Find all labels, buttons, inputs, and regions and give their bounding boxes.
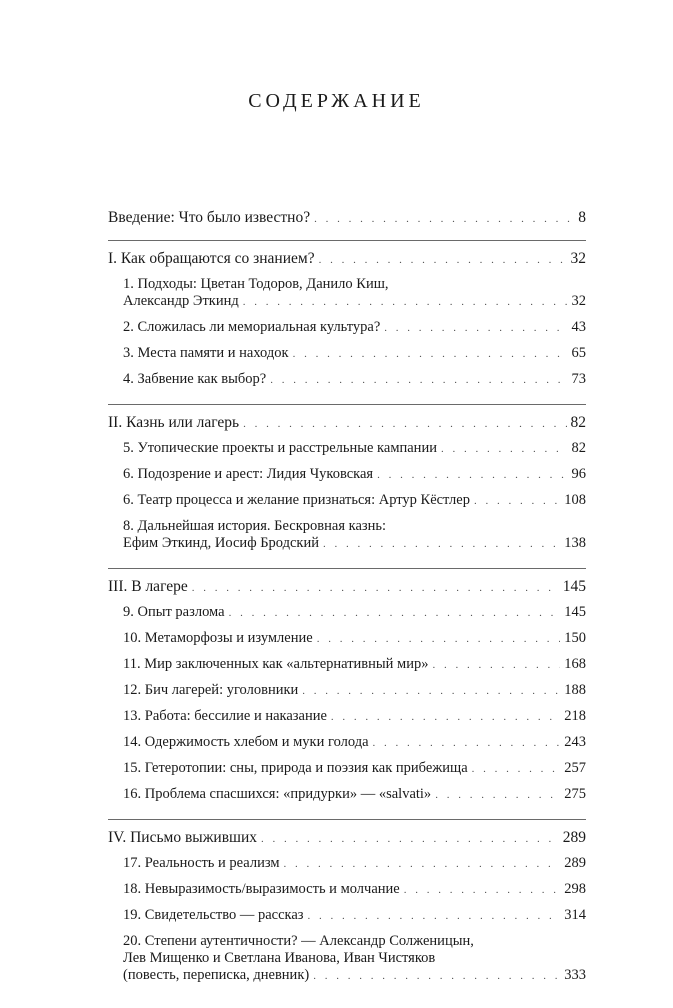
dot-leader <box>229 605 561 622</box>
page-number: 82 <box>571 440 586 456</box>
entry-title: IV. Письмо выживших <box>108 829 258 846</box>
dot-leader <box>323 536 560 553</box>
page-number: 298 <box>564 881 586 897</box>
toc-entry[interactable] <box>123 466 586 484</box>
page-number: 32 <box>571 293 586 309</box>
entry-title: 15. Гетеротопии: сны, природа и поэзия как прибежища <box>123 760 468 776</box>
toc-entry[interactable] <box>123 734 586 752</box>
toc-entry[interactable] <box>123 492 586 510</box>
page-number: 73 <box>571 371 586 387</box>
entry-title: 9. Опыт разлома <box>123 604 225 620</box>
entry-title: III. В лагере <box>108 578 188 595</box>
toc-entry[interactable] <box>123 440 586 458</box>
entry-title: II. Казнь или лагерь <box>108 414 240 431</box>
page-number: 314 <box>564 907 586 923</box>
page-number: 289 <box>562 829 586 846</box>
dot-leader <box>308 908 561 925</box>
page-number: 8 <box>578 209 586 226</box>
toc-entry[interactable] <box>123 708 586 726</box>
dot-leader <box>314 210 574 229</box>
entry-title: 17. Реальность и реализм <box>123 855 280 871</box>
entry-title: 4. Забвение как выбор? <box>123 371 267 387</box>
entry-title: I. Как обращаются со знанием? <box>108 250 315 267</box>
dot-leader <box>435 787 560 804</box>
dot-leader <box>432 657 560 674</box>
toc-entry[interactable] <box>123 319 586 337</box>
page-number: 150 <box>564 630 586 646</box>
page-number: 218 <box>564 708 586 724</box>
page-number: 82 <box>570 414 586 431</box>
page-number: 108 <box>564 492 586 508</box>
dot-leader <box>261 830 559 849</box>
page-number: 289 <box>564 855 586 871</box>
toc-section-heading[interactable] <box>108 413 586 434</box>
dot-leader <box>313 968 560 985</box>
toc-entry[interactable] <box>123 760 586 778</box>
dot-leader <box>384 320 567 337</box>
page-number: 275 <box>564 786 586 802</box>
page-number: 96 <box>571 466 586 482</box>
dot-leader <box>331 709 560 726</box>
toc-entry[interactable] <box>123 656 586 674</box>
page-number: 65 <box>571 345 586 361</box>
dot-leader <box>302 683 560 700</box>
toc-section-2 <box>108 413 586 569</box>
toc-entry[interactable] <box>123 933 586 985</box>
dot-leader <box>373 735 561 752</box>
page-number: 145 <box>564 604 586 620</box>
dot-leader <box>270 372 567 389</box>
entry-title: 16. Проблема спасшихся: «придурки» — «salvati» <box>123 786 432 802</box>
toc-section-3 <box>108 577 586 820</box>
entry-title-line2: Александр Эткинд <box>123 293 239 309</box>
entry-title: 14. Одержимость хлебом и муки голода <box>123 734 369 750</box>
toc-section-heading[interactable] <box>108 577 586 598</box>
page-title: СОДЕРЖАНИЕ <box>248 90 425 112</box>
dot-leader <box>293 346 568 363</box>
toc-section-1 <box>108 249 586 405</box>
toc-entry[interactable] <box>123 682 586 700</box>
dot-leader <box>284 856 561 873</box>
entry-title-line3: (повесть, переписка, дневник) <box>123 967 310 983</box>
toc-entry-intro[interactable] <box>108 208 586 229</box>
page-number: 138 <box>564 535 586 551</box>
dot-leader <box>192 579 559 598</box>
table-of-contents <box>108 208 586 1008</box>
entry-title: 3. Места памяти и находок <box>123 345 289 361</box>
dot-leader <box>377 467 567 484</box>
entry-title-line1: 1. Подходы: Цветан Тодоров, Данило Киш, <box>123 276 389 292</box>
dot-leader <box>243 294 568 311</box>
page-number: 168 <box>564 656 586 672</box>
entry-title: 6. Подозрение и арест: Лидия Чуковская <box>123 466 374 482</box>
toc-section-heading[interactable] <box>108 828 586 849</box>
toc-entry[interactable] <box>123 630 586 648</box>
toc-section-intro <box>108 208 586 241</box>
entry-title-line1: 20. Степени аутентичности? — Александр Солженицын, <box>123 933 474 949</box>
entry-title: 18. Невыразимость/выразимость и молчание <box>123 881 400 897</box>
page-number: 188 <box>564 682 586 698</box>
page-number: 43 <box>571 319 586 335</box>
page-number: 257 <box>564 760 586 776</box>
page-number: 333 <box>564 967 586 983</box>
entry-title: 6. Театр процесса и желание признаться: Артур Кёстлер <box>123 492 470 508</box>
dot-leader <box>404 882 561 899</box>
entry-title: 10. Метаморфозы и изумление <box>123 630 313 646</box>
dot-leader <box>441 441 568 458</box>
entry-title: 11. Мир заключенных как «альтернативный мир» <box>123 656 429 672</box>
toc-entry[interactable] <box>123 276 586 311</box>
page-number: 243 <box>564 734 586 750</box>
dot-leader <box>317 631 561 648</box>
dot-leader <box>319 251 567 270</box>
toc-entry[interactable] <box>123 881 586 899</box>
toc-entry[interactable] <box>123 855 586 873</box>
toc-entry[interactable] <box>123 907 586 925</box>
entry-title: Введение: Что было известно? <box>108 209 311 226</box>
toc-entry[interactable] <box>123 786 586 804</box>
entry-title-line1: 8. Дальнейшая история. Бескровная казнь: <box>123 518 387 534</box>
entry-title: 19. Свидетельство — рассказ <box>123 907 304 923</box>
toc-section-heading[interactable] <box>108 249 586 270</box>
entry-title: 5. Утопические проекты и расстрельные кампании <box>123 440 437 456</box>
toc-entry[interactable] <box>123 518 586 553</box>
dot-leader <box>243 415 566 434</box>
entry-title: 2. Сложилась ли мемориальная культура? <box>123 319 381 335</box>
page-number: 32 <box>570 250 586 267</box>
dot-leader <box>472 761 561 778</box>
entry-title: 12. Бич лагерей: уголовники <box>123 682 299 698</box>
entry-title-line2: Ефим Эткинд, Иосиф Бродский <box>123 535 319 551</box>
entry-title: 13. Работа: бессилие и наказание <box>123 708 327 724</box>
toc-entry[interactable] <box>123 604 586 622</box>
toc-entry[interactable] <box>123 371 586 389</box>
toc-section-4 <box>108 828 586 1000</box>
toc-entry[interactable] <box>123 345 586 363</box>
entry-title-line2: Лев Мищенко и Светлана Иванова, Иван Чистяков <box>123 950 436 966</box>
page-number: 145 <box>562 578 586 595</box>
dot-leader <box>474 493 560 510</box>
